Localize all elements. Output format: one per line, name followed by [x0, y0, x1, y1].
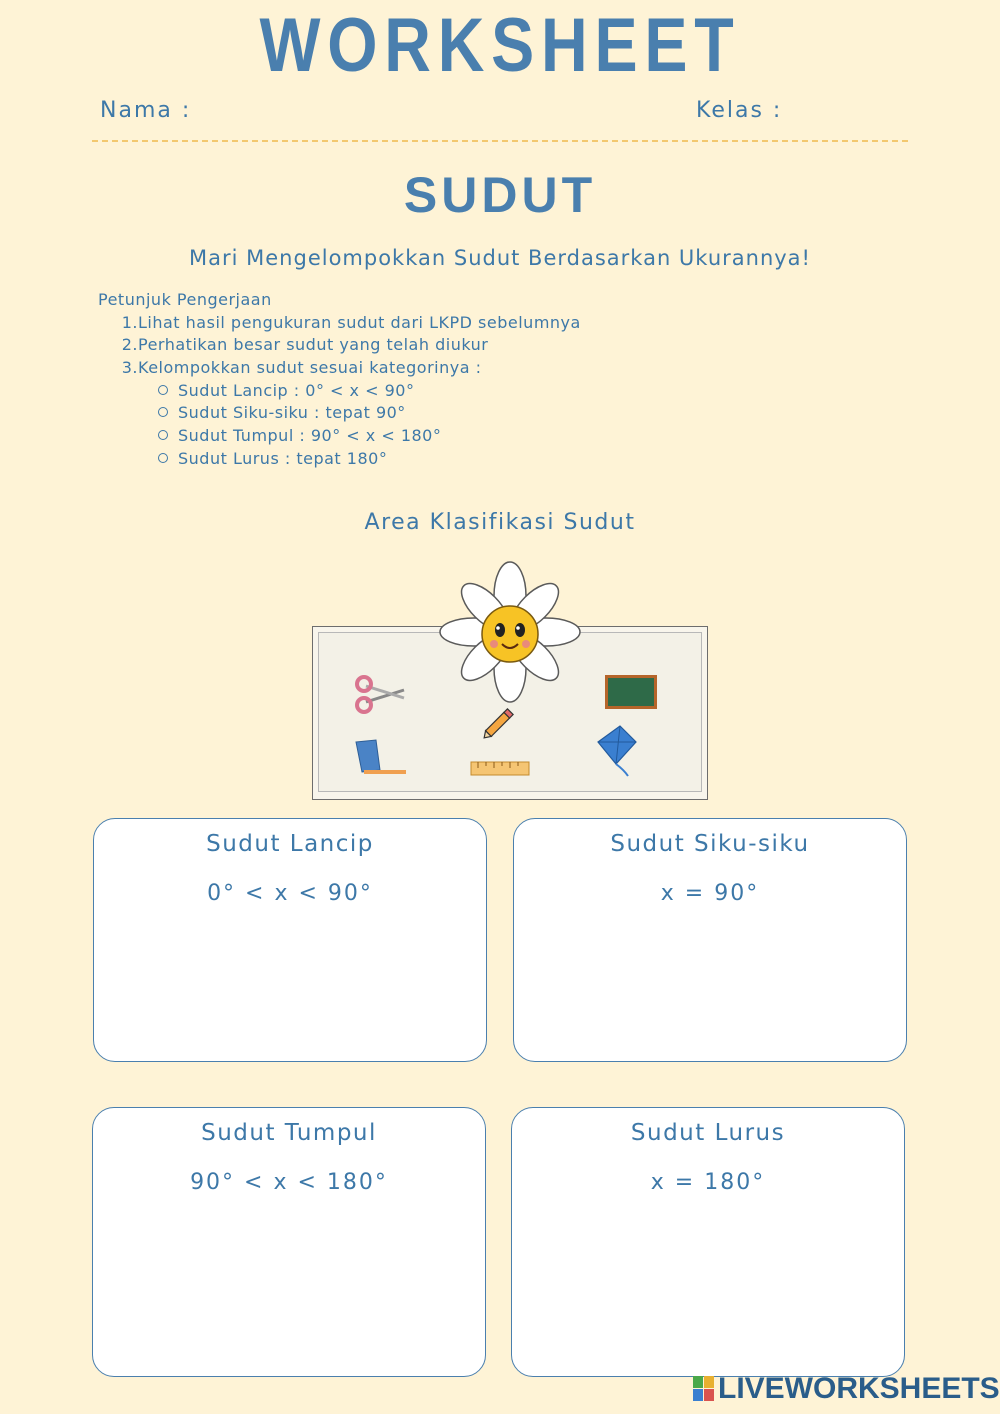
scissors-icon[interactable] — [352, 672, 408, 718]
card-title: Sudut Tumpul — [201, 1120, 377, 1146]
liveworksheets-logo — [692, 1372, 1000, 1406]
card-formula: 0° < x < 90° — [207, 881, 373, 906]
bullet-icon — [158, 453, 168, 463]
kelas-label: Kelas : — [696, 98, 783, 123]
worksheet-title: WORKSHEET — [259, 3, 741, 88]
subject-title: SUDUT — [403, 167, 597, 223]
category-item: Sudut Siku-siku : tepat 90° — [158, 403, 406, 422]
nama-label: Nama : — [100, 98, 192, 123]
card-formula: x = 90° — [660, 881, 760, 906]
area-title: Area Klasifikasi Sudut — [364, 510, 636, 535]
instructions-heading: Petunjuk Pengerjaan — [98, 290, 272, 309]
logo-text: LIVEWORKSHEETS — [718, 1372, 1000, 1405]
ruler-icon[interactable] — [470, 758, 530, 778]
instruction-step: 1.Lihat hasil pengukuran sudut dari LKPD sebelumnya — [121, 313, 581, 332]
dashed-divider — [92, 140, 908, 142]
bullet-icon — [158, 430, 168, 440]
pencil-icon[interactable] — [478, 702, 520, 744]
card-title: Sudut Lurus — [630, 1120, 786, 1146]
flower-mascot-icon — [438, 560, 582, 704]
drop-zone-lancip[interactable] — [93, 818, 487, 1062]
subtitle: Mari Mengelompokkan Sudut Berdasarkan Ukurannya! — [189, 246, 811, 270]
chalkboard-icon[interactable] — [604, 674, 658, 710]
card-title: Sudut Siku-siku — [610, 831, 810, 857]
liveworksheets-logo-icon — [692, 1374, 716, 1404]
card-formula: 90° < x < 180° — [190, 1170, 388, 1195]
category-item: Sudut Lurus : tepat 180° — [158, 449, 387, 468]
drop-zone-siku-siku[interactable] — [513, 818, 907, 1062]
bullet-icon — [158, 407, 168, 417]
category-item: Sudut Lancip : 0° < x < 90° — [158, 381, 414, 400]
kite-icon[interactable] — [594, 724, 640, 778]
category-item: Sudut Tumpul : 90° < x < 180° — [158, 426, 441, 445]
card-formula: x = 180° — [650, 1170, 766, 1195]
drop-zone-lurus[interactable] — [511, 1107, 905, 1377]
card-title: Sudut Lancip — [206, 831, 374, 857]
instruction-step: 3.Kelompokkan sudut sesuai kategorinya : — [121, 358, 482, 377]
laptop-icon[interactable] — [354, 738, 408, 776]
drop-zone-tumpul[interactable] — [92, 1107, 486, 1377]
bullet-icon — [158, 385, 168, 395]
instruction-step: 2.Perhatikan besar sudut yang telah diukur — [121, 335, 489, 354]
